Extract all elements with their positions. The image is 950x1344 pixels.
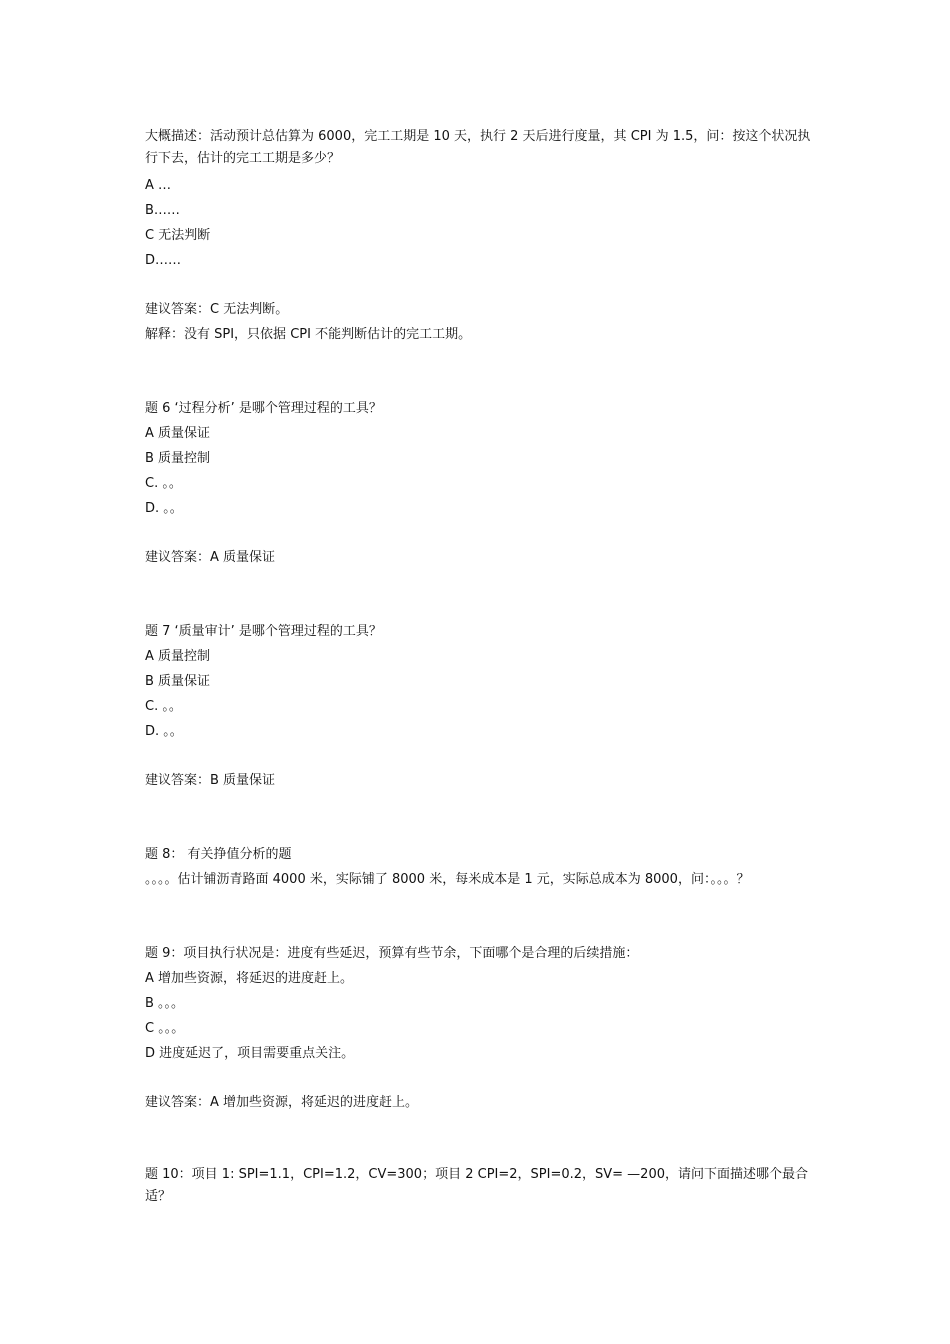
question-8-text: 题 8： 有关挣值分析的题 xyxy=(145,847,292,862)
question-6-option-d: D. 。。 xyxy=(145,501,183,516)
question-9-option-c: C 。。。 xyxy=(145,1021,185,1036)
question-5-answer: 建议答案：C 无法判断。 xyxy=(145,302,289,317)
question-7-option-c: C. 。。 xyxy=(145,699,182,714)
question-9-option-d: D 进度延迟了，项目需要重点关注。 xyxy=(145,1046,355,1061)
question-5-explanation: 解释：没有 SPI，只依据 CPI 不能判断估计的完工工期。 xyxy=(145,327,472,342)
question-5-option-c: C 无法判断 xyxy=(145,228,211,243)
question-9-option-b: B 。。。 xyxy=(145,996,185,1011)
question-8-detail: 。。。。估计铺沥青路面 4000 米，实际铺了 8000 米，每米成本是 1 元，实际总成本为 8000，问：。。。？ xyxy=(145,872,750,887)
question-5-text: 大概描述：活动预计总估算为 6000，完工工期是 10 天，执行 2 天后进行度量，其 CPI 为 1.5，问：按这个状况执行下去，估计的完工工期是多少？ xyxy=(145,129,811,166)
question-10-text: 题 10：项目 1: SPI=1.1，CPI=1.2，CV=300；项目 2 CPI=2，SPI=0.2，SV= —200，请问下面描述哪个最合适？ xyxy=(145,1167,809,1204)
question-7-option-b: B 质量保证 xyxy=(145,674,211,689)
question-5-option-d: D…… xyxy=(145,253,182,268)
question-7-option-d: D. 。。 xyxy=(145,724,183,739)
question-7-option-a: A 质量控制 xyxy=(145,649,211,664)
question-6-option-a: A 质量保证 xyxy=(145,426,211,441)
document-page xyxy=(145,126,815,1211)
question-9-answer: 建议答案：A 增加些资源，将延迟的进度赶上。 xyxy=(145,1095,419,1110)
question-9-text: 题 9：项目执行状况是：进度有些延迟，预算有些节余，下面哪个是合理的后续措施： xyxy=(145,946,639,961)
question-5-option-b: B…… xyxy=(145,203,180,218)
question-6-option-c: C. 。。 xyxy=(145,476,182,491)
question-7-answer: 建议答案：B 质量保证 xyxy=(145,773,276,788)
question-6-text: 题 6 ‘过程分析’ 是哪个管理过程的工具？ xyxy=(145,401,382,416)
question-9-option-a: A 增加些资源，将延迟的进度赶上。 xyxy=(145,971,354,986)
question-6-answer: 建议答案：A 质量保证 xyxy=(145,550,276,565)
question-5-option-a: A … xyxy=(145,178,172,193)
question-7-text: 题 7 ‘质量审计’ 是哪个管理过程的工具？ xyxy=(145,624,382,639)
question-6-option-b: B 质量控制 xyxy=(145,451,211,466)
